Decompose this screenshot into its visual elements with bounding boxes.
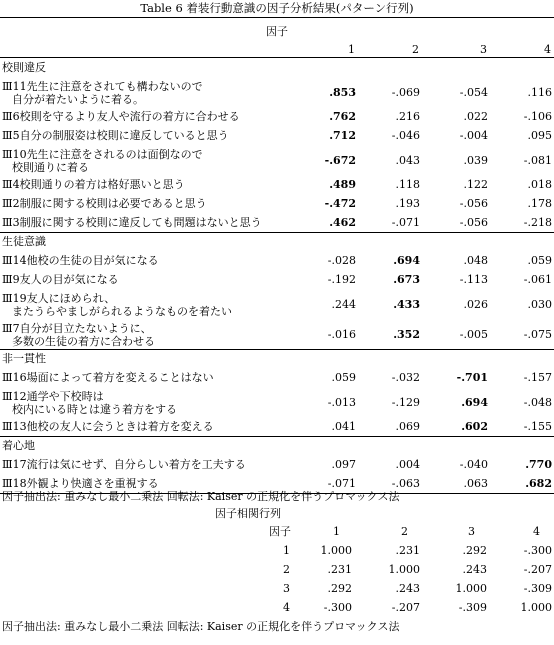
loading-value: -.054 [459, 86, 488, 99]
correlation-value: -.207 [391, 601, 420, 614]
loading-value: -.056 [459, 216, 488, 229]
loading-value: -.040 [459, 458, 488, 471]
loading-value: .030 [527, 298, 552, 311]
loading-value: .178 [527, 197, 552, 210]
correlation-row-header: 因子 [269, 525, 291, 538]
loading-value: .462 [329, 216, 356, 229]
loading-value: .762 [329, 110, 356, 123]
loading-value: .682 [525, 477, 552, 490]
correlation-row-label: 4 [283, 601, 290, 614]
loading-value: .018 [527, 178, 552, 191]
loading-value: .095 [527, 129, 552, 142]
loading-value: -.069 [391, 86, 420, 99]
loading-value: -.472 [324, 197, 356, 210]
loading-value: -.048 [523, 396, 552, 409]
loading-value: -.016 [327, 328, 356, 341]
item-label: Ⅲ18外観より快適さを重視する [2, 477, 159, 490]
item-label: Ⅲ14他校の生徒の目が気になる [2, 254, 159, 267]
loading-value: .041 [331, 420, 356, 433]
correlation-value: 1.000 [320, 544, 352, 557]
loading-value: -.032 [391, 371, 420, 384]
loading-value: .022 [463, 110, 488, 123]
loading-value: .602 [461, 420, 488, 433]
loading-value: .026 [463, 298, 488, 311]
loading-value: .244 [331, 298, 356, 311]
correlation-col-label: 3 [468, 525, 475, 538]
item-label: Ⅲ13他校の友人に会うときは着方を変える [2, 420, 214, 433]
correlation-value: -.300 [323, 601, 352, 614]
loading-value: -.129 [391, 396, 420, 409]
loading-value: -.013 [327, 396, 356, 409]
loading-value: .063 [463, 477, 488, 490]
correlation-row-label: 1 [283, 544, 290, 557]
correlation-value: -.309 [523, 582, 552, 595]
correlation-value: .292 [462, 544, 487, 557]
factor-header: 因子 [266, 25, 288, 38]
section-rule [0, 436, 554, 437]
item-label: Ⅲ11先生に注意をされても構わないので [2, 80, 203, 93]
loading-value: -.061 [523, 273, 552, 286]
top-rule [0, 17, 554, 18]
loading-value: .216 [395, 110, 420, 123]
loading-value: .059 [527, 254, 552, 267]
loading-value: .048 [463, 254, 488, 267]
loading-value: .059 [331, 371, 356, 384]
item-label: Ⅲ3制服に関する校則に違反しても問題はないと思う [2, 216, 262, 229]
item-label: Ⅲ12通学や下校時は [2, 390, 104, 403]
loading-value: .712 [329, 129, 356, 142]
loading-value: -.071 [391, 216, 420, 229]
loading-value: .043 [395, 154, 420, 167]
item-label: またうらやましがられるようなものを着たい [12, 305, 232, 318]
item-label: 校則通りに着る [12, 161, 89, 174]
correlation-title: 因子相関行列 [215, 507, 281, 520]
correlation-value: 1.000 [455, 582, 487, 595]
correlation-row-label: 3 [283, 582, 290, 595]
loading-value: .118 [395, 178, 420, 191]
loading-value: .097 [331, 458, 356, 471]
loading-value: .039 [463, 154, 488, 167]
item-label: Ⅲ17流行は気にせず、自分らしい着方を工夫する [2, 458, 246, 471]
item-label: Ⅲ7自分が目立たないように、 [2, 322, 152, 335]
correlation-col-label: 2 [401, 525, 408, 538]
factor-number-3: 3 [480, 43, 487, 56]
loading-value: .770 [525, 458, 552, 471]
loading-value: -.106 [523, 110, 552, 123]
factor-number-2: 2 [412, 43, 419, 56]
loading-value: .069 [395, 420, 420, 433]
loading-value: -.672 [324, 154, 356, 167]
loading-value: .694 [393, 254, 420, 267]
loading-value: .694 [461, 396, 488, 409]
header-rule [0, 57, 554, 58]
loading-value: -.075 [523, 328, 552, 341]
factor-number-4: 4 [544, 43, 551, 56]
correlation-row-label: 2 [283, 563, 290, 576]
loading-value: -.157 [523, 371, 552, 384]
correlation-value: .243 [395, 582, 420, 595]
footnote-extraction-2: 因子抽出法: 重みなし最小二乗法 回転法: Kaiser の正規化を伴うプロマックス法 [2, 620, 400, 633]
correlation-col-label: 4 [533, 525, 540, 538]
loading-value: .853 [329, 86, 356, 99]
item-label: 多数の生徒の着方に合わせる [12, 335, 155, 348]
loading-value: -.004 [459, 129, 488, 142]
correlation-value: 1.000 [388, 563, 420, 576]
correlation-value: 1.000 [520, 601, 552, 614]
loading-value: -.113 [459, 273, 488, 286]
item-label: Ⅲ16場面によって着方を変えることはない [2, 371, 214, 384]
section-rule [0, 232, 554, 233]
loading-value: .489 [329, 178, 356, 191]
correlation-value: .231 [395, 544, 420, 557]
section-header: 着心地 [2, 439, 35, 452]
loading-value: .193 [395, 197, 420, 210]
correlation-value: -.207 [523, 563, 552, 576]
correlation-value: .243 [462, 563, 487, 576]
item-label: Ⅲ4校則通りの着方は格好悪いと思う [2, 178, 185, 191]
loading-value: -.056 [459, 197, 488, 210]
loading-value: .673 [393, 273, 420, 286]
section-header: 非一貫性 [2, 352, 46, 365]
section-header: 校則違反 [2, 61, 46, 74]
loading-value: -.046 [391, 129, 420, 142]
correlation-col-label: 1 [333, 525, 340, 538]
table-title: Table 6 着装行動意識の因子分析結果(パターン行列) [140, 1, 414, 15]
item-label: Ⅲ10先生に注意をされるのは面倒なので [2, 148, 203, 161]
loading-value: -.081 [523, 154, 552, 167]
loading-value: .122 [463, 178, 488, 191]
factor-number-1: 1 [348, 43, 355, 56]
loading-value: -.005 [459, 328, 488, 341]
loading-value: .433 [393, 298, 420, 311]
loading-value: .116 [527, 86, 552, 99]
footnote-extraction: 因子抽出法: 重みなし最小二乗法 回転法: Kaiser の正規化を伴うプロマックス法 [2, 490, 400, 503]
loading-value: -.063 [391, 477, 420, 490]
item-label: Ⅲ19友人にほめられ、 [2, 292, 116, 305]
item-label: Ⅲ5自分の制服姿は校則に違反していると思う [2, 129, 229, 142]
section-header: 生徒意識 [2, 235, 46, 248]
item-label: Ⅲ9友人の目が気になる [2, 273, 119, 286]
loading-value: .352 [393, 328, 420, 341]
loading-value: -.155 [523, 420, 552, 433]
item-label: Ⅲ2制服に関する校則は必要であると思う [2, 197, 207, 210]
item-label: 自分が着たいように着る。 [12, 93, 144, 106]
loading-value: -.071 [327, 477, 356, 490]
item-label: 校内にいる時とは違う着方をする [12, 403, 177, 416]
correlation-value: -.300 [523, 544, 552, 557]
item-label: Ⅲ6校則を守るより友人や流行の着方に合わせる [2, 110, 240, 123]
loading-value: -.218 [523, 216, 552, 229]
section-rule [0, 349, 554, 350]
loading-value: -.192 [327, 273, 356, 286]
loading-value: .004 [395, 458, 420, 471]
correlation-value: .231 [327, 563, 352, 576]
correlation-value: -.309 [458, 601, 487, 614]
loading-value: -.701 [456, 371, 488, 384]
loading-value: -.028 [327, 254, 356, 267]
correlation-value: .292 [327, 582, 352, 595]
